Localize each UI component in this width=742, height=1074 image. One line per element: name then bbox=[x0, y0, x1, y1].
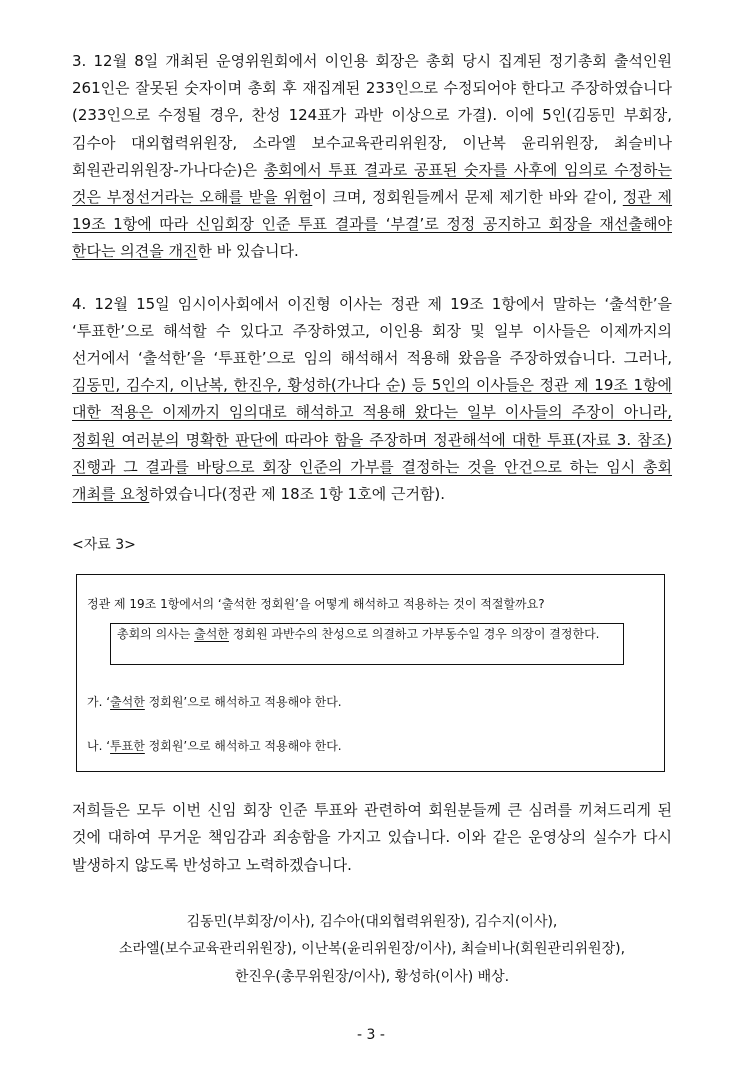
clause-text-2: 정회원 과반수의 찬성으로 의결하고 가부동수일 경우 의장이 결정한다. bbox=[228, 627, 600, 642]
option-a-underline: 출석한 bbox=[110, 695, 145, 710]
para3-text-3: 한 바 있습니다. bbox=[197, 242, 299, 261]
option-b-suffix: 정회원’으로 해석하고 적용해야 한다. bbox=[144, 739, 342, 754]
signature-line: 김동민(부회장/이사), 김수아(대외협력위원장), 김수지(이사), bbox=[186, 913, 558, 930]
signature-block bbox=[72, 909, 672, 992]
para3-underline-1: 총회에서 투표 결과로 공표된 숫자를 사후에 임의로 수정하는 것은 부정선거라는 오해를 받을 위험 bbox=[72, 160, 672, 207]
option-a-suffix: 정회원’으로 해석하고 적용해야 한다. bbox=[144, 695, 342, 710]
material-3-box bbox=[76, 574, 665, 772]
option-b-underline: 투표한 bbox=[110, 739, 145, 754]
signature-line: 소라엘(보수교육관리위원장), 이난복(윤리위원장/이사), 최슬비나(회원관리위원장), bbox=[118, 941, 626, 958]
clause-text-1: 총회의 의사는 bbox=[117, 627, 195, 642]
paragraph-3 bbox=[72, 48, 672, 266]
material-label: <자료 3> bbox=[72, 537, 136, 554]
option-a bbox=[87, 693, 342, 710]
paragraph-4 bbox=[72, 291, 672, 509]
document-page bbox=[72, 46, 672, 991]
option-a-prefix: 가. ‘ bbox=[87, 695, 111, 710]
para4-underline-1: 김동민, 김수지, 이난복, 한진우, 황성하(가나다 순) 등 5인의 이사들은 정관 제 19조 1항에 대한 적용은 이제까지 임의대로 해석하고 적용해 왔다는 일부 이사들의 주장이 아니라, 정회원 여러분의 명확한 판단에 따라야 함을 주장하며 정관해석에 대한 투표(자료 3. 참조) 진행과 그 결과를 바탕으로 회장 인준의 가부를 결정하는 것을 안건으로 하는 임시 총회 개최를 요청 bbox=[72, 376, 672, 504]
para4-text-2: 하였습니다(정관 제 18조 1항 1호에 근거함). bbox=[149, 485, 446, 504]
page-number: - 3 - bbox=[357, 1027, 385, 1043]
para3-text-2: 이 크며, 정회원들께서 문제 제기한 바와 같이, bbox=[312, 188, 623, 207]
bylaw-clause-box bbox=[110, 623, 624, 665]
option-b bbox=[87, 737, 342, 754]
signature-line: 한진우(총무위원장/이사), 황성하(이사) 배상. bbox=[234, 968, 510, 985]
option-b-prefix: 나. ‘ bbox=[87, 739, 111, 754]
para3-text-1: 3. 12월 8일 개최된 운영위원회에서 이인용 회장은 총회 당시 집계된 정기총회 출석인원 261인은 잘못된 숫자이며 총회 후 재집계된 233인으로 수정되어야 한다고 주장하였습니다(233인으로 수정될 경우, 찬성 124표가 과반 이상으로 가결). 이에 5인(김동민 부회장, 김수아 대외협력위원장, 소라엘 보수교육관리위원장, 이난복 윤리위원장, 최슬비나 회원관리위원장-가나다순)은 bbox=[72, 52, 672, 179]
clause-underline: 출석한 bbox=[194, 627, 229, 642]
para4-text-1: 4. 12월 15일 임시이사회에서 이진형 이사는 정관 제 19조 1항에서 말하는 ‘출석한’을 ‘투표한’으로 해석할 수 있다고 주장하였고, 이인용 회장 및 일부 이사들은 이제까지의 선거에서 ‘출석한’을 ‘투표한’으로 임의 해석해서 적용해 왔음을 주장하였습니다. 그러나, bbox=[72, 294, 672, 368]
ballot-question: 정관 제 19조 1항에서의 ‘출석한 정회원’을 어떻게 해석하고 적용하는 것이 적절할까요? bbox=[87, 597, 545, 612]
para3-underline-2: 정관 제 19조 1항에 따라 신임회장 인준 투표 결과를 ‘부결’로 정정 공지하고 회장을 재선출해야 한다는 의견을 개진 bbox=[72, 188, 673, 261]
apology-paragraph: 저희들은 모두 이번 신임 회장 인준 투표와 관련하여 회원분들께 큰 심려를 끼쳐드리게 된 것에 대하여 무거운 책임감과 죄송함을 가지고 있습니다. 이와 같은 운영상의 실수가 다시 발생하지 않도록 반성하고 노력하겠습니다. bbox=[72, 801, 672, 874]
